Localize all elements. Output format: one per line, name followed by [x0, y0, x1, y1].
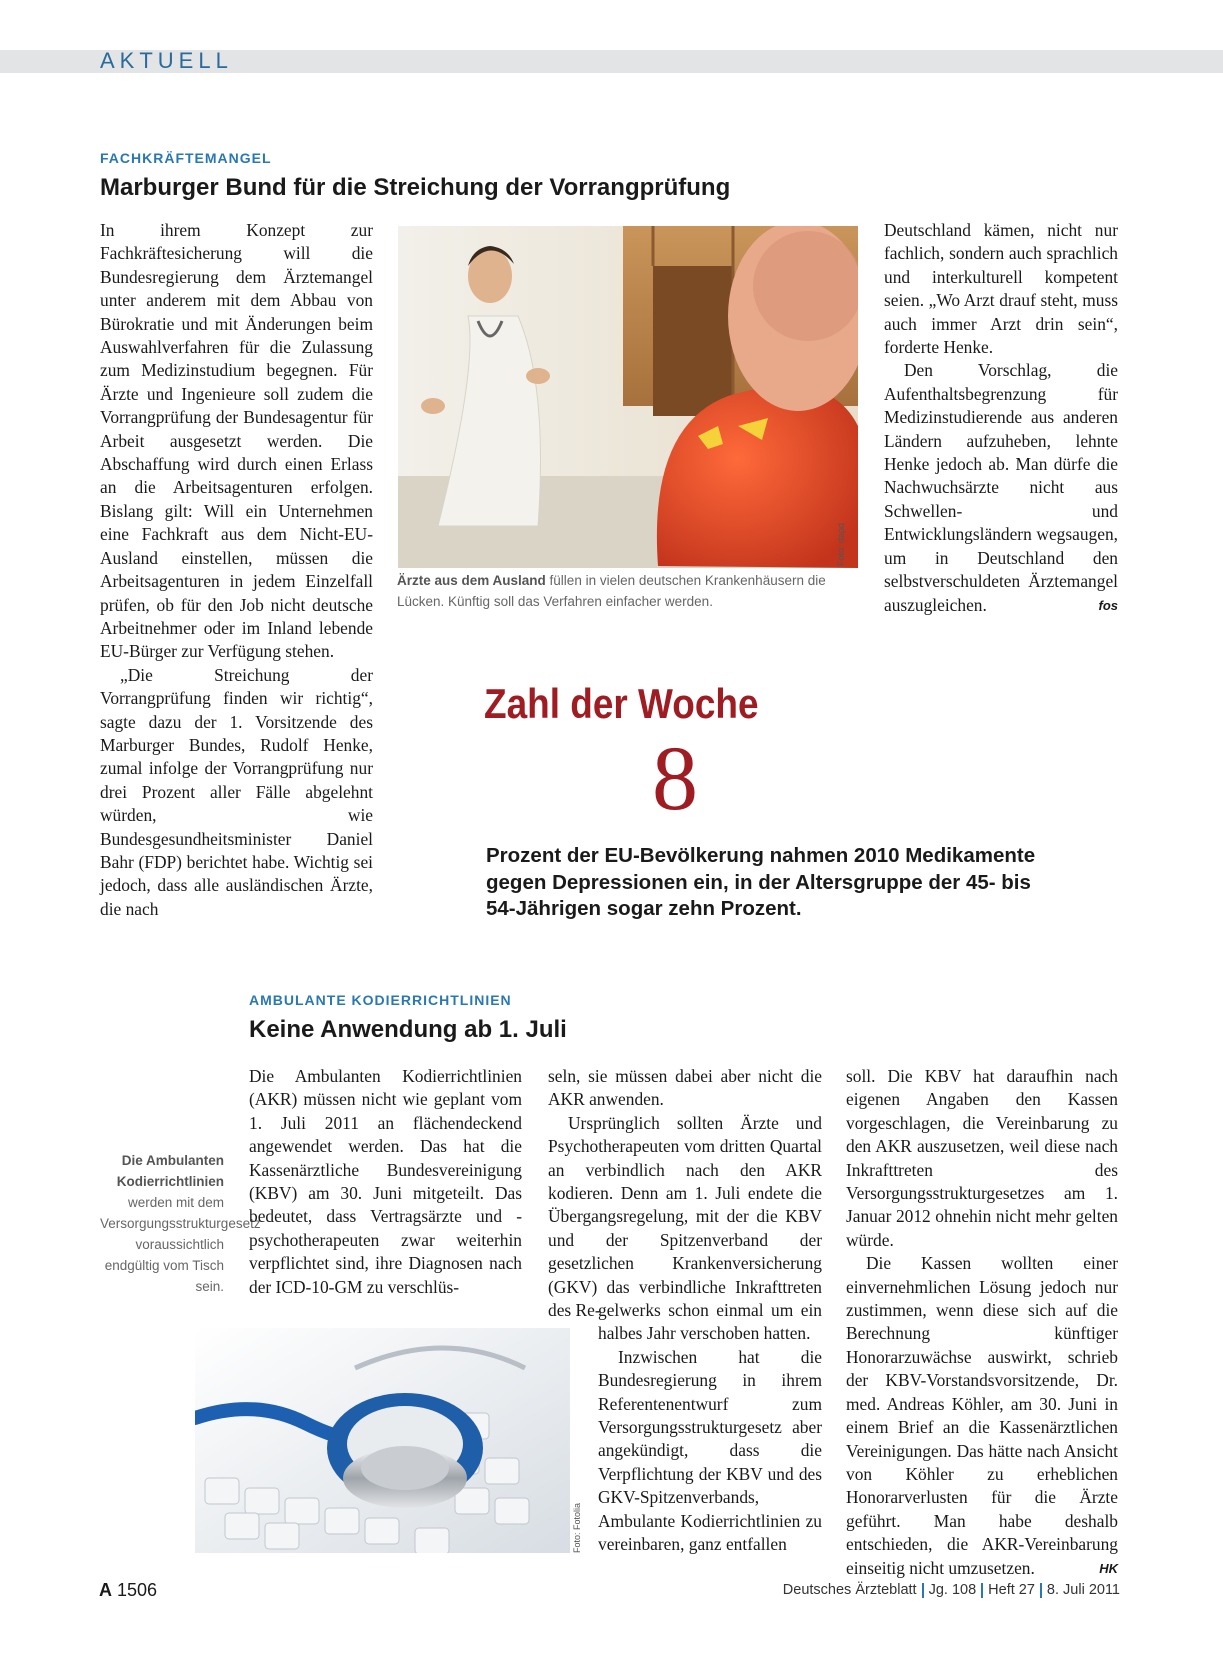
article1-headline: Marburger Bund für die Streichung der Vorrangprüfung: [100, 174, 731, 201]
article1-photo-caption: [397, 570, 862, 612]
article2-photo-credit: Foto: Fotolia: [572, 1502, 582, 1553]
section-label: AKTUELL: [100, 48, 233, 73]
article2-headline: Keine Anwendung ab 1. Juli: [249, 1016, 567, 1043]
journal-date: 8. Juli 2011: [1046, 1582, 1120, 1598]
article2-column-1: [249, 1065, 522, 1299]
zahl-der-woche-text: Prozent der EU-Bevölkerung nahmen 2010 Medikamente gegen Depressionen ein, in der Altersgruppe der 45- bis 54-Jährigen sogar zehn Prozent.: [486, 844, 1036, 920]
article1-photo-credit: Foto: dapd: [836, 522, 846, 566]
journal-issue: Heft 27: [988, 1582, 1035, 1598]
article1-col1-paragraph-2: „Die Streichung der Vorrangprüfung finden wir richtig“, sagte dazu der 1. Vorsitzende des Marburger Bundes, Rudolf Henke, zumal infolge der Vorrangprüfung nur drei Prozent aller Fälle abgelehnt würden, wie Bundesgesundheitsminister Daniel Bahr (FDP) berichtet habe. Wichtig sei jedoch, dass alle ausländischen Ärzte, die nach: [100, 664, 373, 919]
article1-column-3: [884, 219, 1118, 617]
article1-kicker: FACHKRÄFTEMANGEL: [100, 150, 272, 166]
article2-kicker: AMBULANTE KODIERRICHTLINIEN: [249, 992, 512, 1008]
article1-caption-lead: Ärzte aus dem Ausland: [397, 573, 546, 588]
article1-col1-paragraph-1: In ihrem Konzept zur Fachkräftesicherung will die Bundesregierung dem Ärztemangel unter anderem mit dem Abbau von Bürokratie und mit Änderungen beim Auswahlverfahren für die Zulassung zum Medizinstudium begegnen. Für Ärzte und Ingenieure soll zudem die Vorrangprüfung der Bundesagentur für Arbeit ausgesetzt werden. Die Abschaffung wird durch einen Erlass an die Arbeitsagenturen erfolgen. Bislang gilt: Will ein Unternehmen eine Fachkraft aus dem Nicht-EU-Ausland einstellen, müssen die Arbeitsagenturen in jedem Einzelfall prüfen, ob für den Job nicht deutsche Arbeitnehmer oder im Inland lebende EU-Bürger zur Verfügung stehen.: [100, 220, 373, 662]
article1-caption-text: füllen in vielen deutschen Krankenhäusern die Lücken. Künftig soll das Verfahren einfacher werden.: [397, 573, 826, 609]
zahl-der-woche-title: Zahl der Woche: [484, 680, 759, 727]
footer-separator: [981, 1583, 983, 1598]
article2-col2-paragraph-2: Ursprünglich sollten Ärzte und Psychotherapeuten vom dritten Quartal an verbindlich nach den AKR kodieren. Denn am 1. Juli endete die Übergangsregelung, mit der die KBV und der Spitzenverband der gesetzlichen Krankenversicherung (GKV) das verbindliche Inkrafttreten des Re-: [548, 1112, 822, 1321]
footer-journal-info: [783, 1582, 1120, 1598]
article2-col3-paragraph-1: soll. Die KBV hat daraufhin nach eigenen Angaben den Kassen vorgeschlagen, die Vereinbarung zu den AKR auszusetzen, weil diese nach Inkrafttreten des Versorgungsstrukturgesetzes am 1. Januar 2012 ohnehin nicht mehr gelten würde.: [846, 1066, 1118, 1250]
stethoscope-photo: [195, 1328, 570, 1553]
article2-column-2-continued: [598, 1299, 822, 1556]
zahl-der-woche-number: 8: [652, 727, 698, 829]
article1-col3-paragraph-1: Deutschland kämen, nicht nur fachlich, sondern auch sprachlich und interkulturell kompetent seien. „Wo Arzt drauf steht, muss auch immer Arzt drin sein“, forderte Henke.: [884, 220, 1118, 358]
article2-column-2: [548, 1065, 822, 1322]
article2-signature: HK: [1099, 1560, 1118, 1576]
article1-col3-paragraph-2: Den Vorschlag, die Aufenthaltsbegrenzung für Medizinstudierende aus anderen Ländern aufzuheben, lehnte Henke jedoch ab. Man dürfe die Nachwuchsärzte nicht aus Schwellen- und Entwicklungsländern wegsaugen, um in Deutschland den selbstverschuldeten Ärztemangel auszugleichen. fos: [884, 359, 1118, 616]
article2-side-caption-lead: Die Ambulanten Kodierrichtlinien: [116, 1153, 224, 1189]
article2-column-3: [846, 1065, 1118, 1580]
article2-side-caption: [100, 1150, 261, 1297]
article2-col2-paragraph-2-cont: gelwerks schon einmal um ein halbes Jahr verschoben hatten.: [598, 1300, 822, 1344]
page-number: A 1506: [99, 1580, 158, 1600]
journal-name: Deutsches Ärzteblatt: [782, 1582, 917, 1598]
footer-separator: [922, 1583, 924, 1598]
article2-col1-paragraph-1: Die Ambulanten Kodierrichtlinien (AKR) müssen nicht wie geplant vom 1. Juli 2011 an flächendeckend angewendet werden. Das hat die Kassenärztliche Bundesvereinigung (KBV) am 30. Juni mitgeteilt. Das bedeutet, dass Vertragsärzte und -psychotherapeuten zwar weiterhin verpflichtet sind, ihre Diagnosen nach der ICD-10-GM zu verschlüs-: [249, 1066, 522, 1297]
footer-separator: [1040, 1583, 1042, 1598]
article1-column-1: [100, 219, 373, 921]
article2-col3-paragraph-2: Die Kassen wollten einer einvernehmlichen Lösung jedoch nur zustimmen, wenn diese sich auf die Berechnung künftiger Honorarzuwächse auswirkt, schrieb der KBV-Vorstandsvorsitzende, Dr. med. Andreas Köhler, am 30. Juni in einem Brief an die Kassenärztlichen Vereinigungen. Das hätte nach Ansicht von Köhler zu erheblichen Honorarverlusten für die Ärzte geführt. Man habe deshalb entschieden, die AKR-Vereinbarung einseitig nicht umzusetzen. HK: [846, 1252, 1118, 1580]
journal-volume: Jg. 108: [928, 1582, 977, 1598]
article1-signature: fos: [1098, 597, 1118, 613]
article2-col2-paragraph-3: Inzwischen hat die Bundesregierung in ihrem Referentenentwurf zum Versorgungsstrukturgesetz aber angekündigt, dass die Verpflichtung der KBV und des GKV-Spitzenverbands, Ambulante Kodierrichtlinien zu vereinbaren, ganz entfallen: [598, 1346, 822, 1555]
article2-side-caption-text: werden mit dem Versorgungsstrukturgesetz voraussichtlich endgültig vom Tisch sein.: [100, 1195, 261, 1294]
article2-col2-paragraph-1: seln, sie müssen dabei aber nicht die AKR anwenden.: [548, 1066, 822, 1110]
doctor-photo: [398, 226, 858, 568]
